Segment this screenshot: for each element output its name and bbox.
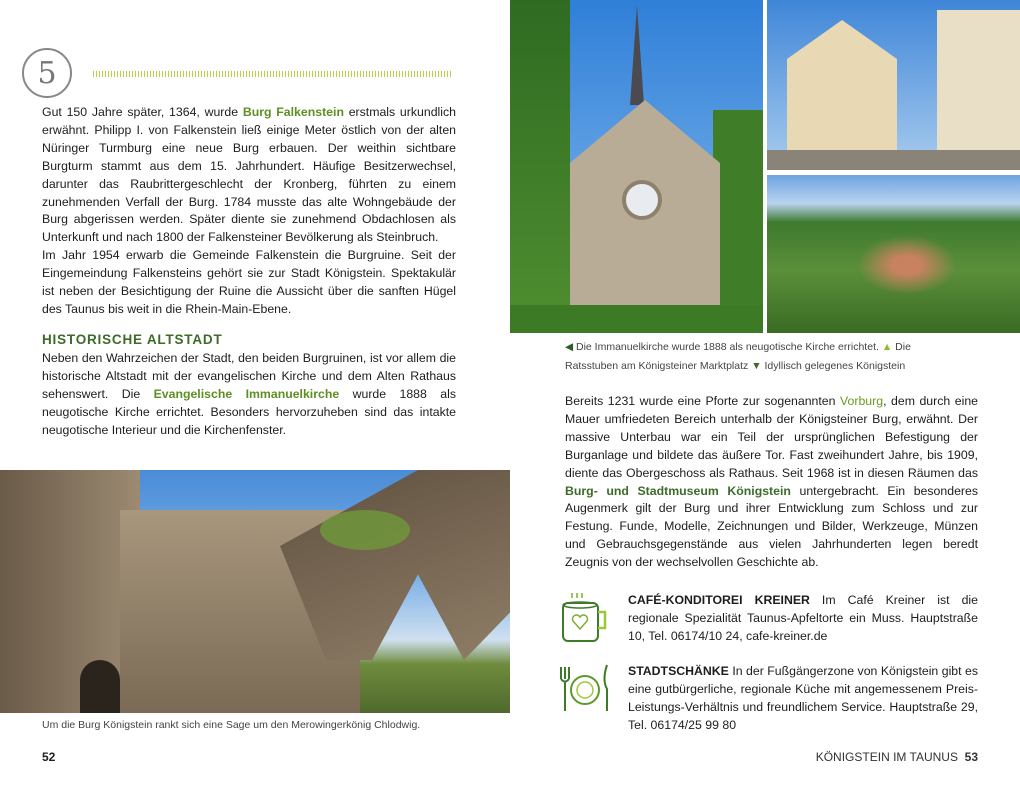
paragraph: Gut 150 Jahre später, 1364, wurde Burg Falkenstein erstmals urkundlich erwähnt. Philipp I. von Falkenstein ließ einige Meter östlich von der alten Nüringer Turmburg eine neue Burg erbauen. Der weithin sichtbare Burgturm stammt aus dem 15. Jahrhundert. Häufige Besitzerwechsel, darunter das Raubrittergeschlecht der Kronberg, führten zu einem zunehmenden Verfall der Burg. 1784 musste das alte Wohngebäude der Burg abgerissen werden. Später diente sie zunehmend Obdachlosen als Unterkunft und nach 1800 der Falkensteiner Bevölkerung als Steinbruch. <box>42 105 456 245</box>
highlight-museum: Burg- und Stadtmuseum Königstein <box>565 483 791 498</box>
immanuelkirche-photo <box>510 0 763 333</box>
castle-ruins-photo <box>0 470 510 713</box>
highlight-burg-falkenstein: Burg Falkenstein <box>242 105 344 119</box>
section-heading: HISTORISCHE ALTSTADT <box>42 331 223 347</box>
photo-captions: ◀ Die Immanuelkirche wurde 1888 als neugotische Kirche errichtet. ▲ Die Ratsstuben am Königsteiner Marktplatz ▼ Idyllisch gelegenes Königstein <box>565 341 911 372</box>
ruins-photo-caption: Um die Burg Königstein rankt sich eine Sage um den Merowingerkönig Chlodwig. <box>42 719 421 731</box>
koenigstein-town-photo <box>767 175 1020 333</box>
paragraph: Bereits 1231 wurde eine Pforte zur sogenannten Vorburg, dem durch eine Mauer umfriedeten Bereich unterhalb der Königsteiner Burg, erwähnt. Der massive Unterbau war ein Teil der ursprünglichen Befestigung der Burganlage und bildete das äußere Tor. Fast zweihundert Jahre, bis 1909, diente das Obergeschoss als Rathaus. Seit 1968 ist in diesen Räumen das Burg- und Stadtmuseum Königstein untergebracht. Ein besonderes Augenmerk gilt der Burg und ihrer Entwicklung zum Schloss und zur Festung. Funde, Modelle, Zeichnungen und Bilder, Werkzeuge, Münzen und Gebrauchsgegenstände aus vielen Jahrhunderten legen beredt Zeugnis von der wechselvollen Geschichte ab. <box>565 394 978 570</box>
arrow-up-icon: ▲ <box>881 341 893 353</box>
page-number-left: 52 <box>42 750 56 764</box>
arrow-left-icon: ◀ <box>565 341 574 353</box>
tip-cafe-kreiner: CAFÉ-KONDITOREI KREINER Im Café Kreiner ist die regionale Spezialität Taunus-Apfeltorte ein Muss. Hauptstraße 10, Tel. 06174/10 24, cafe-kreiner.de <box>628 593 978 643</box>
tip-stadtschaenke: STADTSCHÄNKE In der Fußgängerzone von Königstein gibt es eine gutbürgerliche, regionale Küche mit angemessenem Preis-Leistungs-Verhältnis und freundlichem Service. Hauptstraße 29, Tel. 06174/25 99 80 <box>628 664 978 732</box>
page-number-right: 53 <box>964 750 978 764</box>
ratsstuben-photo <box>767 0 1020 170</box>
left-text-block <box>42 104 456 439</box>
running-head-title: KÖNIGSTEIN IM TAUNUS <box>815 750 958 764</box>
highlight-vorburg: Vorburg <box>840 394 884 408</box>
paragraph: Neben den Wahrzeichen der Stadt, den beiden Burgruinen, ist vor allem die historische Altstadt mit der evangelischen Kirche und dem Alten Rathaus sehenswert. Die Evangelische Immanuelkirche wurde 1888 als neugotische Kirche errichtet. Besonders hervorzuheben sind das intakte neugotische Interieur und die Kirchenfenster. <box>42 350 456 437</box>
chapter-badge: 5 <box>22 48 72 98</box>
running-head <box>816 750 978 764</box>
plate-cutlery-icon <box>557 663 613 718</box>
coffee-cup-icon <box>560 587 610 648</box>
highlight-immanuelkirche: Evangelische Immanuelkirche <box>153 386 340 401</box>
arrow-down-icon: ▼ <box>751 360 762 372</box>
decorative-divider <box>93 71 453 77</box>
right-text-block <box>565 393 978 572</box>
paragraph: Im Jahr 1954 erwarb die Gemeinde Falkenstein die Burgruine. Seit der Eingemeindung Falkensteins gehört sie zur Stadt Königstein. Spektakulär ist neben der Besichtigung der Ruine die Aussicht über die sanften Hügel des Taunus bis weit in die Rhein-Main-Ebene. <box>42 248 456 316</box>
